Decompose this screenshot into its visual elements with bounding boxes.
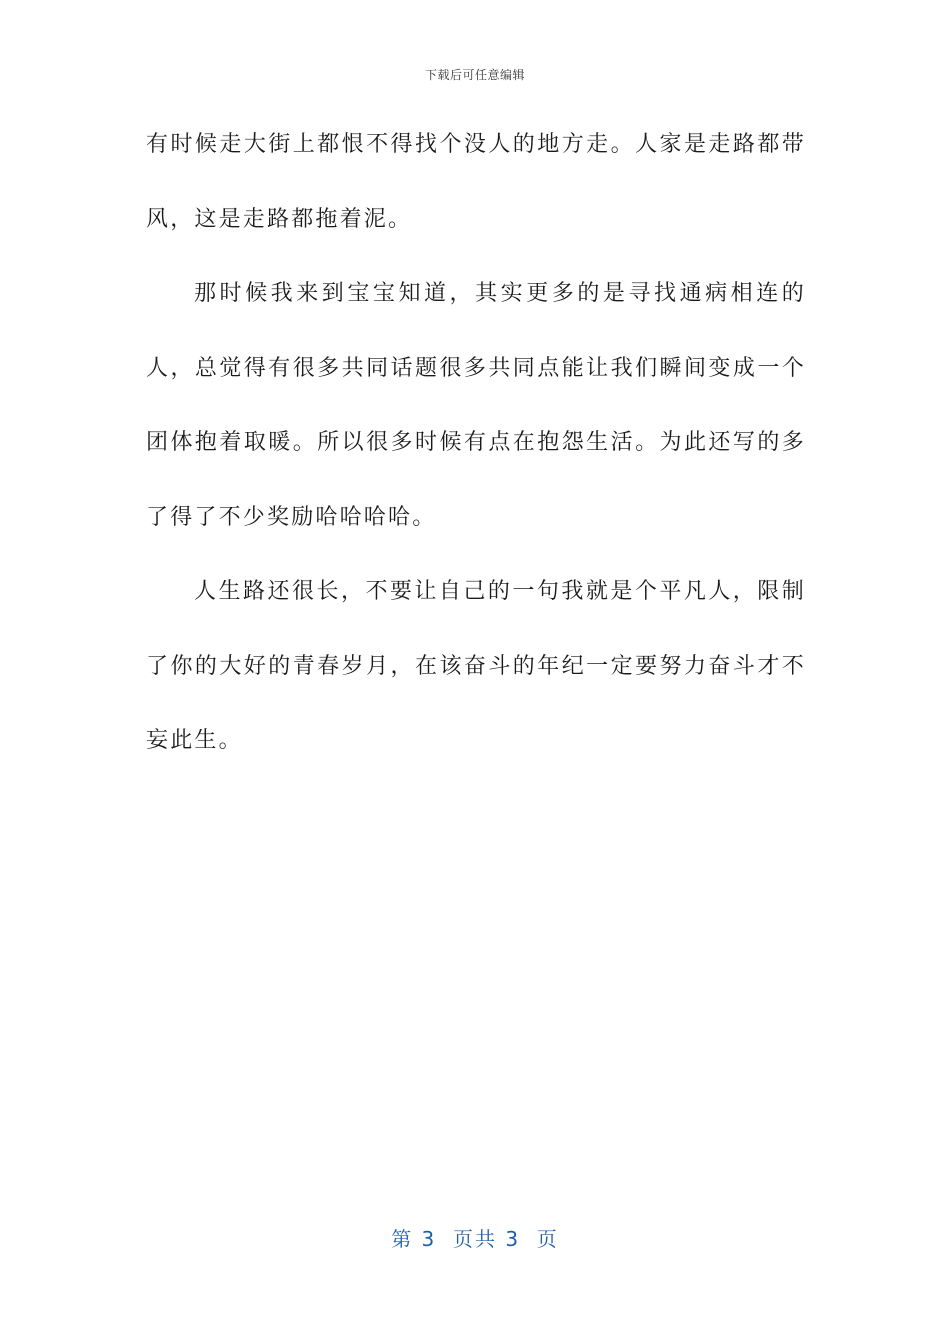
paragraph-1: 有时候走大街上都恨不得找个没人的地方走。人家是走路都带风，这是走路都拖着泥。 [146,132,806,232]
document-body [146,108,806,779]
header-note: 下载后可任意编辑 [424,68,525,82]
paragraph-3: 人生路还很长，不要让自己的一句我就是个平凡人，限制了你的大好的青春岁月，在该奋斗的年纪一定要努力奋斗才不妄此生。 [146,579,806,753]
paragraph-2: 那时候我来到宝宝知道，其实更多的是寻找通病相连的人，总觉得有很多共同话题很多共同点能让我们瞬间变成一个团体抱着取暖。所以很多时候有点在抱怨生活。为此还写的多了得了不少奖励哈哈哈哈。 [146,281,806,530]
page-number-footer: 第 3 页共 3 页 [391,1227,559,1251]
